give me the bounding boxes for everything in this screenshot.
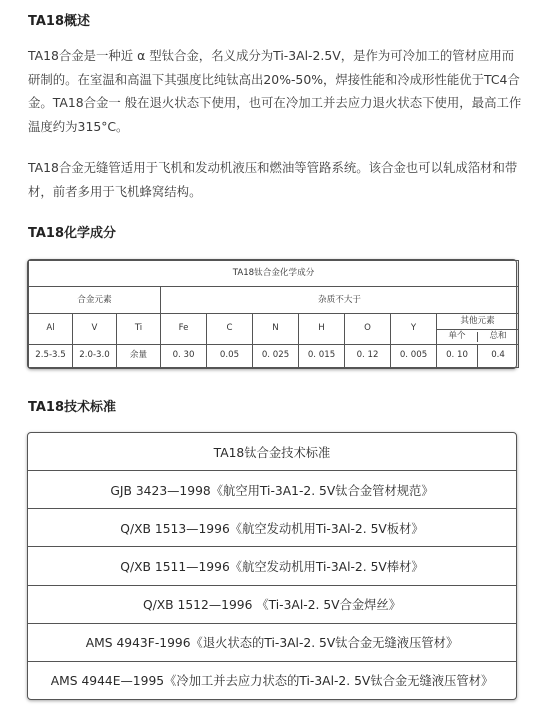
element-header: N — [253, 314, 299, 344]
other-elements-header — [437, 314, 519, 344]
element-header: H — [299, 314, 345, 344]
total-label: 总和 — [489, 331, 507, 342]
value-cell: 0.4 — [478, 344, 519, 367]
element-header: V — [73, 314, 117, 344]
impurity-header: 杂质不大于 — [161, 287, 519, 314]
standard-row: AMS 4944E—1995《冷加工并去应力状态的Ti-3Al-2. 5V钛合金无缝液压管材》 — [28, 661, 516, 699]
value-cell: 0. 015 — [299, 344, 345, 367]
standards-table-card — [27, 432, 517, 700]
standards-heading: TA18技术标准 — [28, 400, 117, 415]
element-header: Ti — [117, 314, 161, 344]
standard-row: AMS 4943F-1996《退火状态的Ti-3Al-2. 5V钛合金无缝液压管材》 — [28, 623, 516, 661]
standard-row: GJB 3423—1998《航空用Ti-3A1-2. 5V钛合金管材规范》 — [28, 470, 516, 508]
other-elements-label: 其他元素 — [437, 314, 518, 329]
overview-paragraph-1: TA18合金是一种近 α 型钛合金，名义成分为Ti-3Al-2.5V，是作为可冷加工的管材应用而研制的。在室温和高温下其强度比纯钛高出20%-50%，焊接性能和冷成形性能优于TC4合金。TA18合金一 般在退火状态下使用，也可在冷加工并去应力退火状态下使用，最高工作温度约为315°C。 — [28, 48, 522, 134]
value-cell: 0. 005 — [391, 344, 437, 367]
value-cell: 2.0-3.0 — [73, 344, 117, 367]
element-header: O — [345, 314, 391, 344]
value-cell: 余量 — [117, 344, 161, 367]
overview-heading: TA18概述 — [28, 14, 91, 29]
element-header: Fe — [161, 314, 207, 344]
value-cell: 2.5-3.5 — [29, 344, 73, 367]
chemistry-table-title: TA18钛合金化学成分 — [29, 261, 519, 287]
value-cell: 0. 025 — [253, 344, 299, 367]
overview-paragraph-2: TA18合金无缝管适用于飞机和发动机液压和燃油等管路系统。该合金也可以轧成箔材和带材，前者多用于飞机蜂窝结构。 — [28, 160, 518, 199]
value-cell: 0.05 — [207, 344, 253, 367]
element-header: Y — [391, 314, 437, 344]
chemistry-table-card — [27, 259, 517, 369]
chemistry-heading: TA18化学成分 — [28, 226, 117, 241]
standards-table-title: TA18钛合金技术标准 — [213, 445, 331, 460]
element-header: C — [207, 314, 253, 344]
value-cell: 0. 30 — [161, 344, 207, 367]
standard-row: Q/XB 1511—1996《航空发动机用Ti-3Al-2. 5V棒材》 — [28, 546, 516, 584]
standard-row: Q/XB 1513—1996《航空发动机用Ti-3Al-2. 5V板材》 — [28, 508, 516, 546]
single-label: 单个 — [437, 332, 478, 341]
value-cell: 0. 12 — [345, 344, 391, 367]
element-header: Al — [29, 314, 73, 344]
value-cell: 0. 10 — [437, 344, 478, 367]
standards-table — [28, 433, 516, 699]
alloy-elements-header: 合金元素 — [29, 287, 161, 314]
standard-row: Q/XB 1512—1996 《Ti-3Al-2. 5V合金焊丝》 — [28, 585, 516, 623]
chemistry-table — [28, 260, 519, 368]
